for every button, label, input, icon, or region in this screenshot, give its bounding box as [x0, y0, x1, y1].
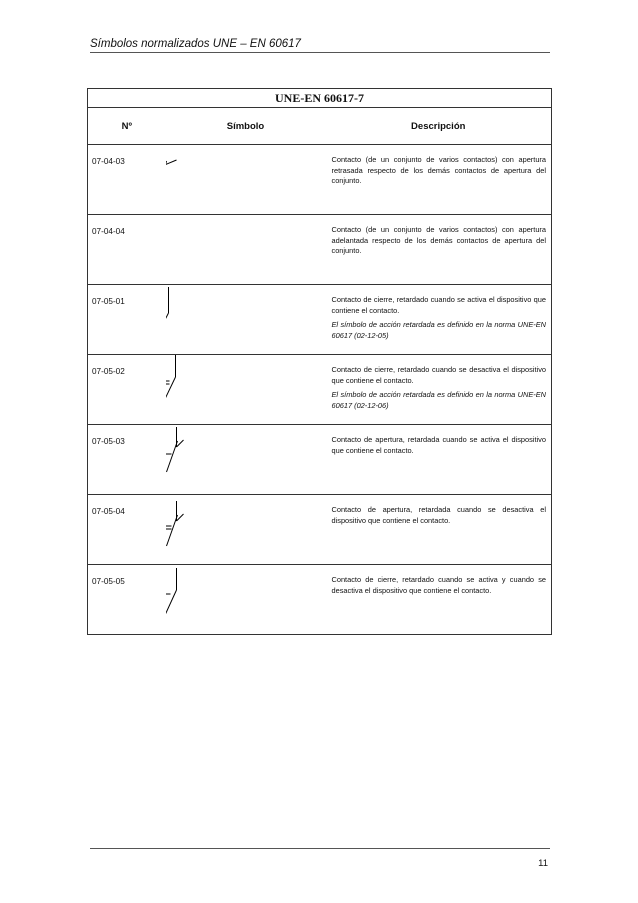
symbol-cell: [166, 285, 326, 355]
table-row: [88, 285, 552, 355]
break-contact-delayed-on-deactivation-symbol: [166, 495, 326, 565]
row-description: Contacto de cierre, retardado cuando se desactiva el dispositivo que contiene el contacto. El símbolo de acción retardada es definido en la norma UNE-EN 60617 (02-12-06): [326, 355, 552, 425]
row-description: Contacto de cierre, retardado cuando se activa el dispositivo que contiene el contacto. El símbolo de acción retardada es definido en la norma UNE-EN 60617 (02-12-05): [326, 285, 552, 355]
table-row: [88, 215, 552, 285]
table-row: [88, 425, 552, 495]
header-divider: [90, 52, 550, 53]
symbol-cell: [166, 145, 326, 215]
row-number: 07-05-04: [88, 495, 166, 565]
symbols-table: [87, 88, 552, 635]
symbol-cell: [166, 565, 326, 635]
symbol-cell: [166, 425, 326, 495]
table-row: [88, 355, 552, 425]
row-description: Contacto de apertura, retardada cuando se desactiva el dispositivo que contiene el contacto.: [326, 495, 552, 565]
page-header: Símbolos normalizados UNE – EN 60617: [90, 38, 301, 50]
table-row: [88, 565, 552, 635]
make-contact-delayed-on-deactivation-symbol: [166, 355, 326, 425]
row-number: 07-04-03: [88, 145, 166, 215]
symbol-cell: [166, 495, 326, 565]
row-number: 07-05-02: [88, 355, 166, 425]
column-header-number: Nº: [88, 108, 166, 145]
table-title: UNE-EN 60617-7: [88, 89, 552, 108]
row-description: Contacto de cierre, retardado cuando se activa y cuando se desactiva el dispositivo que contiene el contacto.: [326, 565, 552, 635]
make-contact-delayed-opening-symbol: [166, 145, 326, 215]
row-number: 07-05-03: [88, 425, 166, 495]
symbol-cell: [166, 215, 326, 285]
row-description: Contacto (de un conjunto de varios contactos) con apertura retrasada respecto de los demás contactos de apertura del conjunto.: [326, 145, 552, 215]
table-row: [88, 145, 552, 215]
column-header-description: Descripción: [326, 108, 552, 145]
footer-divider: [90, 848, 550, 849]
symbol-cell: [166, 355, 326, 425]
make-contact-delayed-on-activation-symbol: [166, 285, 326, 355]
column-header-symbol: Símbolo: [166, 108, 326, 145]
make-contact-advanced-opening-symbol: [166, 215, 326, 285]
make-contact-delayed-both-symbol: [166, 565, 326, 635]
row-number: 07-05-05: [88, 565, 166, 635]
page-number: 11: [538, 858, 548, 869]
row-description: Contacto (de un conjunto de varios contactos) con apertura adelantada respecto de los demás contactos de apertura del conjunto.: [326, 215, 552, 285]
break-contact-delayed-on-activation-symbol: [166, 425, 326, 495]
row-number: 07-04-04: [88, 215, 166, 285]
row-number: 07-05-01: [88, 285, 166, 355]
table-row: [88, 495, 552, 565]
row-description: Contacto de apertura, retardada cuando se activa el dispositivo que contiene el contacto.: [326, 425, 552, 495]
